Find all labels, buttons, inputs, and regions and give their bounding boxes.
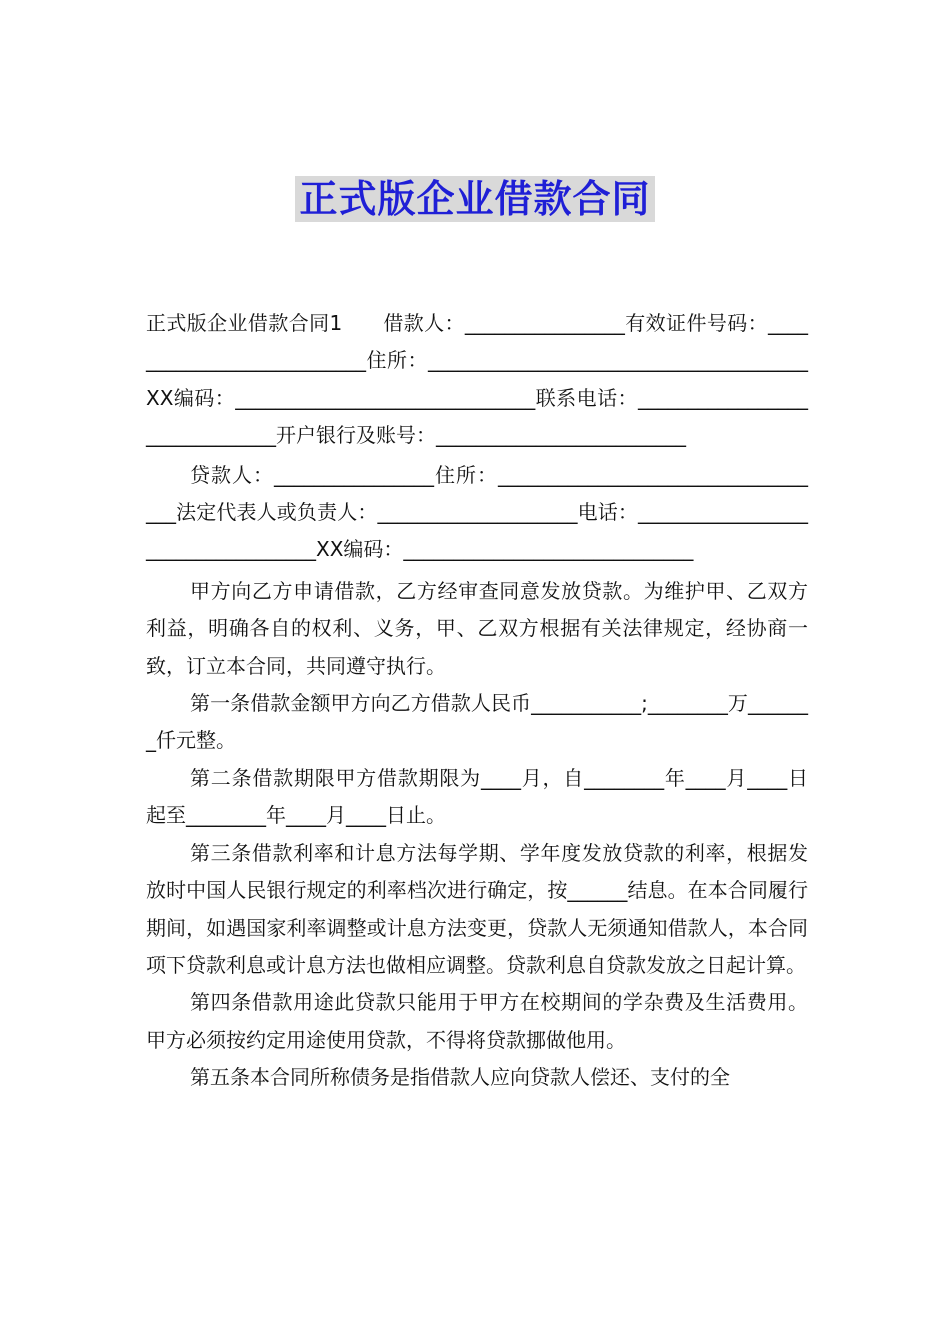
title-area	[0, 176, 950, 222]
paragraph-preamble: 甲方向乙方申请借款，乙方经审查同意发放贷款。为维护甲、乙双方利益，明确各自的权利、义务，甲、乙双方根据有关法律规定，经协商一致，订立本合同，共同遵守执行。	[146, 578, 808, 678]
document-body	[146, 305, 808, 1097]
paragraph-article-2: 第二条借款期限甲方借款期限为____月，自________年____月____日起至________年____月____日止。	[146, 765, 808, 828]
paragraph-article-5: 第五条本合同所称债务是指借款人应向贷款人偿还、支付的全	[190, 1065, 730, 1090]
paragraph-borrower-info: 正式版企业借款合同1 借款人：________________有效证件号码：__________________________住所：______________________________________XX编码：______________________________联系电话：______________________________开户银行及账号：_________________________	[146, 311, 808, 448]
document-title: 正式版企业借款合同	[295, 176, 654, 222]
paragraph-article-4: 第四条借款用途此贷款只能用于甲方在校期间的学杂费及生活费用。甲方必须按约定用途使用贷款，不得将贷款挪做他用。	[146, 990, 808, 1052]
paragraph-article-1: 第一条借款金额甲方向乙方借款人民币___________;________万_______仟元整。	[146, 691, 808, 753]
paragraph-article-3: 第三条借款利率和计息方法每学期、学年度发放贷款的利率，根据发放时中国人民银行规定的利率档次进行确定，按______结息。在本合同履行期间，如遇国家利率调整或计息方法变更，贷款人无须通知借款人，本合同项下贷款利息或计息方法也做相应调整。贷款利息自贷款发放之日起计算。	[146, 840, 808, 977]
paragraph-lender-info: 贷款人：________________住所：__________________________________法定代表人或负责人：____________________电话：__________________________________XX编码：_____________________________	[146, 462, 808, 562]
